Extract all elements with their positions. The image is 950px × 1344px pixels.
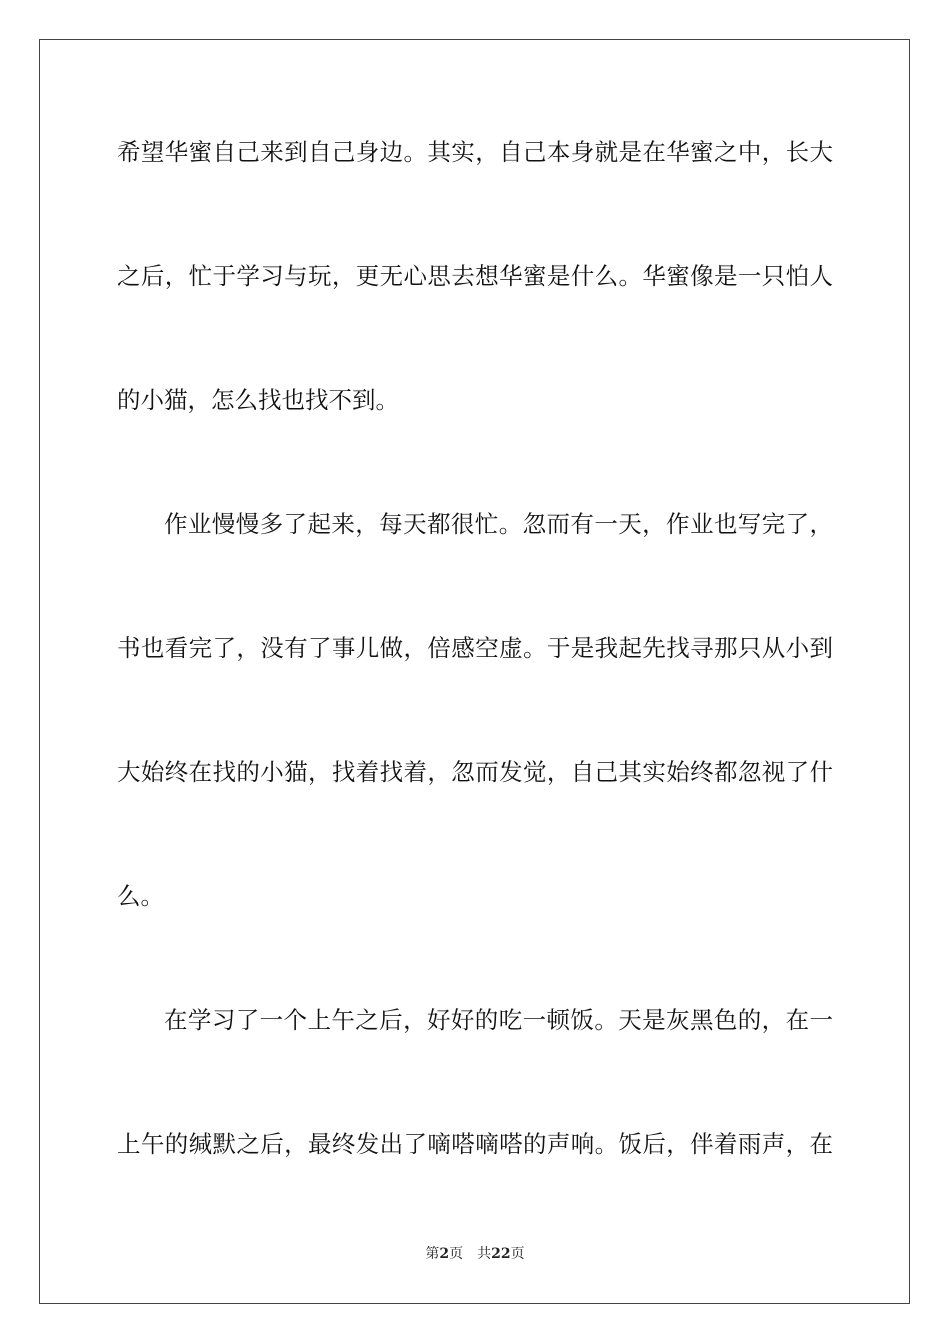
text-line-5: 书也看完了，没有了事儿做，倍感空虚。于是我起先找寻那只从小到 <box>117 634 833 662</box>
text-line-6: 大始终在找的小猫，找着找着，忽而发觉，自己其实始终都忽视了什 <box>117 758 833 786</box>
page-prefix: 第 <box>425 1246 440 1262</box>
text-line-2: 之后，忙于学习与玩，更无心思去想华蜜是什么。华蜜像是一只怕人 <box>117 262 833 290</box>
text-line-1: 希望华蜜自己来到自己身边。其实，自己本身就是在华蜜之中，长大 <box>117 138 833 166</box>
text-line-3: 的小猫，怎么找也找不到。 <box>117 386 399 414</box>
text-line-4: 作业慢慢多了起来，每天都很忙。忽而有一天，作业也写完了， <box>164 510 833 538</box>
total-prefix: 共 <box>477 1246 492 1262</box>
page-suffix: 页 <box>449 1246 464 1262</box>
total-suffix: 页 <box>510 1246 525 1262</box>
text-line-8: 在学习了一个上午之后，好好的吃一顿饭。天是灰黑色的，在一 <box>164 1006 833 1034</box>
text-line-7: 么。 <box>117 882 164 910</box>
total-pages: 22 <box>491 1246 511 1262</box>
page-border <box>39 39 910 1304</box>
page-footer <box>0 1244 950 1264</box>
page-number: 2 <box>439 1246 450 1262</box>
text-line-9: 上午的缄默之后，最终发出了嘀嗒嘀嗒的声响。饭后，伴着雨声，在 <box>117 1130 833 1158</box>
